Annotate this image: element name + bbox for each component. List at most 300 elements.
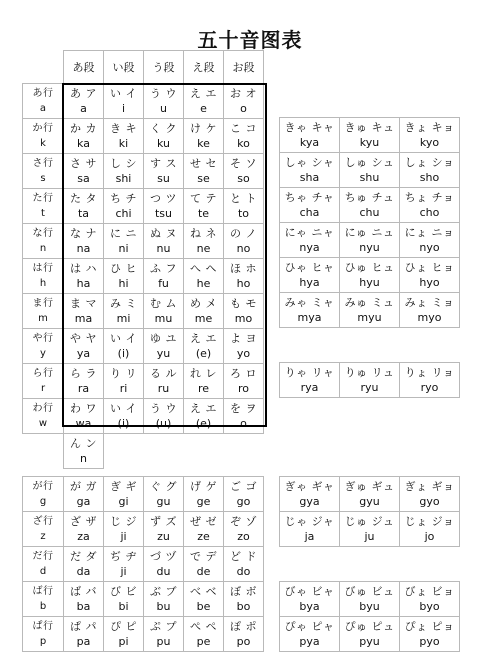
kana-text: ぞ ゾ xyxy=(230,515,257,528)
yoon-cell xyxy=(340,617,400,652)
yoon-cell xyxy=(400,188,460,223)
romaji-text: bi xyxy=(118,600,129,613)
kana-text: べ ベ xyxy=(190,585,217,598)
yoon-cell xyxy=(400,293,460,328)
romaji-text: chu xyxy=(359,206,380,219)
kana-cell xyxy=(104,364,144,399)
kana-text: びゅ ビュ xyxy=(344,585,395,598)
romaji-text: sha xyxy=(299,171,320,184)
kana-text: た行 xyxy=(32,193,54,204)
kana-text: え エ xyxy=(190,87,217,100)
romaji-text: byu xyxy=(359,600,380,613)
kana-cell xyxy=(64,259,104,294)
romaji-text: du xyxy=(156,565,171,578)
romaji-text: za xyxy=(77,530,90,543)
kana-text: しゃ シャ xyxy=(284,156,335,169)
romaji-text: shi xyxy=(115,172,132,185)
yoon-cell xyxy=(400,512,460,547)
romaji-text: p xyxy=(39,636,47,647)
romaji-text: ki xyxy=(118,137,129,150)
table-row xyxy=(23,582,264,617)
table-row xyxy=(280,477,460,512)
yoon-cell xyxy=(400,223,460,258)
row-label xyxy=(23,582,64,617)
romaji-text: s xyxy=(40,173,46,184)
kana-cell xyxy=(224,582,264,617)
kana-text: ひ ヒ xyxy=(110,262,137,275)
kana-text: ね ネ xyxy=(190,227,217,240)
kana-text: き キ xyxy=(110,122,137,135)
romaji-text: sho xyxy=(419,171,440,184)
yoon-table xyxy=(279,117,460,432)
gojuon-table xyxy=(22,50,264,469)
kana-cell xyxy=(184,154,224,189)
row-label xyxy=(23,224,64,259)
romaji-text: ka xyxy=(77,137,90,150)
kana-text: む ム xyxy=(150,297,177,310)
kana-text: りゃ リャ xyxy=(284,366,335,379)
kana-text: が行 xyxy=(32,481,54,492)
romaji-text: pe xyxy=(196,635,211,648)
romaji-text: gyu xyxy=(359,495,380,508)
row-label xyxy=(23,154,64,189)
kana-text: び ビ xyxy=(110,585,137,598)
kana-cell xyxy=(104,154,144,189)
table-row xyxy=(23,329,264,364)
romaji-text: ba xyxy=(76,600,91,613)
kana-text: にゅ ニュ xyxy=(344,226,395,239)
kana-cell xyxy=(144,547,184,582)
yoon-cell xyxy=(280,363,340,398)
kana-cell xyxy=(184,189,224,224)
kana-cell xyxy=(104,547,144,582)
yoon-cell xyxy=(280,223,340,258)
row-label xyxy=(23,259,64,294)
romaji-text: go xyxy=(236,495,251,508)
romaji-text: ru xyxy=(157,382,170,395)
table-row xyxy=(23,119,264,154)
row-label xyxy=(23,84,64,119)
romaji-text: bu xyxy=(156,600,171,613)
kana-text: づ ヅ xyxy=(150,550,177,563)
kana-text: み ミ xyxy=(110,297,137,310)
romaji-text: w xyxy=(38,418,48,429)
table-row xyxy=(280,617,460,652)
kana-text: ま行 xyxy=(32,298,54,309)
kana-text: ぷ プ xyxy=(150,620,177,633)
romaji-text: n xyxy=(39,243,47,254)
kana-cell xyxy=(184,329,224,364)
romaji-text: n xyxy=(80,452,87,465)
kana-text: に ニ xyxy=(110,227,137,240)
kana-text: ど ド xyxy=(230,550,257,563)
kana-text: る ル xyxy=(150,367,177,380)
kana-cell xyxy=(104,84,144,119)
romaji-text: pyo xyxy=(419,635,440,648)
romaji-text: gyo xyxy=(419,495,440,508)
romaji-text: tsu xyxy=(154,207,172,220)
table-row xyxy=(280,363,460,398)
kana-text: ぼ ボ xyxy=(230,585,257,598)
kana-cell xyxy=(184,364,224,399)
kana-cell xyxy=(224,512,264,547)
kana-text: か カ xyxy=(70,122,97,135)
yoon-cell xyxy=(340,582,400,617)
kana-text: ぜ ゼ xyxy=(190,515,217,528)
kana-cell xyxy=(224,224,264,259)
romaji-text: ze xyxy=(197,530,210,543)
romaji-text: ho xyxy=(236,277,251,290)
romaji-text: ra xyxy=(77,382,90,395)
row-label xyxy=(23,364,64,399)
kana-text: ぎゃ ギャ xyxy=(284,480,335,493)
yoon-cell xyxy=(280,188,340,223)
kana-text: ざ行 xyxy=(32,516,54,527)
romaji-text: nya xyxy=(299,241,320,254)
romaji-text: d xyxy=(39,566,47,577)
kana-text: と ト xyxy=(230,192,257,205)
romaji-text: jo xyxy=(424,530,435,543)
romaji-text: (e) xyxy=(195,417,212,430)
kana-cell xyxy=(64,547,104,582)
kana-text: ひょ ヒョ xyxy=(404,261,455,274)
kana-text: お オ xyxy=(230,87,257,100)
kana-text: や ヤ xyxy=(70,332,97,345)
romaji-text: ne xyxy=(196,242,211,255)
yoon-cell xyxy=(340,293,400,328)
yoon-cell xyxy=(280,512,340,547)
kana-text: い イ xyxy=(110,402,137,415)
romaji-text: yu xyxy=(156,347,171,360)
spacer xyxy=(280,398,460,433)
romaji-text: te xyxy=(197,207,210,220)
kana-cell xyxy=(64,364,104,399)
kana-text: ふ フ xyxy=(150,262,177,275)
romaji-text: pa xyxy=(76,635,91,648)
yoon-cell xyxy=(400,477,460,512)
kana-text: の ノ xyxy=(230,227,257,240)
romaji-text: kyo xyxy=(419,136,440,149)
romaji-text: gya xyxy=(299,495,320,508)
kana-text: みゅ ミュ xyxy=(344,296,395,309)
romaji-text: r xyxy=(40,383,46,394)
kana-text: く ク xyxy=(150,122,177,135)
kana-text: びょ ビョ xyxy=(404,585,455,598)
romaji-text: ryo xyxy=(420,381,439,394)
kana-cell xyxy=(184,224,224,259)
romaji-text: hyu xyxy=(359,276,380,289)
table-row xyxy=(280,118,460,153)
romaji-text: nyu xyxy=(359,241,380,254)
kana-cell xyxy=(104,329,144,364)
kana-text: ま マ xyxy=(70,297,97,310)
romaji-text: ku xyxy=(156,137,170,150)
romaji-text: ta xyxy=(77,207,90,220)
kana-cell xyxy=(184,477,224,512)
table-row xyxy=(23,84,264,119)
romaji-text: na xyxy=(76,242,91,255)
kana-text: せ セ xyxy=(190,157,217,170)
kana-text: ぐ グ xyxy=(150,480,177,493)
romaji-text: pu xyxy=(156,635,171,648)
yoon-cell xyxy=(280,477,340,512)
romaji-text: zo xyxy=(237,530,250,543)
romaji-text: h xyxy=(39,278,47,289)
kana-text: じゃ ジャ xyxy=(284,515,335,528)
table-row xyxy=(280,582,460,617)
kana-text: ち チ xyxy=(110,192,137,205)
romaji-text: k xyxy=(40,138,46,149)
yoon-cell xyxy=(400,582,460,617)
romaji-text: be xyxy=(196,600,211,613)
kana-cell xyxy=(184,399,224,434)
romaji-text: mo xyxy=(234,312,253,325)
romaji-text: hya xyxy=(299,276,320,289)
romaji-text: de xyxy=(196,565,211,578)
kana-cell xyxy=(64,119,104,154)
kana-text: ぴゅ ピュ xyxy=(344,620,395,633)
kana-cell xyxy=(224,154,264,189)
yoon-cell xyxy=(340,477,400,512)
romaji-text: cho xyxy=(419,206,440,219)
romaji-text: pyu xyxy=(359,635,380,648)
kana-cell xyxy=(64,512,104,547)
romaji-text: rya xyxy=(300,381,319,394)
spacer xyxy=(23,51,64,84)
kana-text: し シ xyxy=(110,157,137,170)
kana-text: だ行 xyxy=(32,551,54,562)
romaji-text: po xyxy=(236,635,251,648)
kana-text: みょ ミョ xyxy=(404,296,455,309)
romaji-text: ri xyxy=(119,382,128,395)
romaji-text: ji xyxy=(120,565,127,578)
romaji-text: so xyxy=(237,172,250,185)
romaji-text: byo xyxy=(419,600,440,613)
kana-text: ば行 xyxy=(32,586,54,597)
kana-text: か行 xyxy=(32,123,54,134)
table-row xyxy=(23,617,264,652)
romaji-text: wa xyxy=(75,417,92,430)
romaji-text: nyo xyxy=(419,241,440,254)
yoon-cell xyxy=(340,153,400,188)
kana-cell xyxy=(64,477,104,512)
yoon-cell xyxy=(280,617,340,652)
row-label xyxy=(23,547,64,582)
romaji-text: mu xyxy=(154,312,173,325)
romaji-text: chi xyxy=(115,207,132,220)
kana-text: ぴょ ピョ xyxy=(404,620,455,633)
table-row xyxy=(23,189,264,224)
romaji-text: t xyxy=(41,208,45,219)
romaji-text: pya xyxy=(299,635,320,648)
kana-text: ぱ パ xyxy=(70,620,97,633)
row-label xyxy=(23,329,64,364)
kana-cell xyxy=(104,512,144,547)
romaji-text: (i) xyxy=(117,417,130,430)
table-row xyxy=(23,434,264,469)
kana-cell xyxy=(184,84,224,119)
romaji-text: ju xyxy=(364,530,375,543)
kana-cell xyxy=(224,259,264,294)
kana-text: け ケ xyxy=(190,122,217,135)
kana-text: ぢ ヂ xyxy=(110,550,137,563)
kana-cell xyxy=(104,477,144,512)
romaji-text: yo xyxy=(236,347,251,360)
row-label xyxy=(23,399,64,434)
kana-text: しゅ シュ xyxy=(344,156,395,169)
kana-text: え エ xyxy=(190,332,217,345)
kana-text: は行 xyxy=(32,263,54,274)
kana-cell xyxy=(224,84,264,119)
kana-text: れ レ xyxy=(190,367,217,380)
kana-cell xyxy=(184,512,224,547)
table-row xyxy=(280,223,460,258)
kana-text: じ ジ xyxy=(110,515,137,528)
romaji-text: no xyxy=(236,242,251,255)
kana-text: め メ xyxy=(190,297,217,310)
kana-text: い イ xyxy=(110,332,137,345)
row-label xyxy=(23,617,64,652)
kana-text: ば バ xyxy=(70,585,97,598)
kana-cell xyxy=(144,364,184,399)
table-row xyxy=(23,154,264,189)
kana-text: こ コ xyxy=(230,122,257,135)
table-row xyxy=(23,224,264,259)
romaji-text: (i) xyxy=(117,347,130,360)
kana-text: さ行 xyxy=(32,158,54,169)
romaji-text: o xyxy=(240,417,247,430)
yoon-cell xyxy=(280,293,340,328)
kana-cell xyxy=(64,582,104,617)
romaji-text: (e) xyxy=(195,347,212,360)
kana-cell xyxy=(224,364,264,399)
kana-text: みゃ ミャ xyxy=(284,296,335,309)
romaji-text: bo xyxy=(236,600,251,613)
kana-text: りょ リョ xyxy=(404,366,455,379)
kana-cell xyxy=(104,582,144,617)
romaji-text: z xyxy=(40,531,46,542)
kana-text: にゃ ニャ xyxy=(284,226,335,239)
yoon-cell xyxy=(400,617,460,652)
kana-text: ぴゃ ピャ xyxy=(284,620,335,633)
romaji-text: hyo xyxy=(419,276,440,289)
yoon-cell xyxy=(340,363,400,398)
table-row xyxy=(280,547,460,582)
kana-text: を ヲ xyxy=(230,402,257,415)
kana-text: ひゅ ヒュ xyxy=(344,261,395,274)
kana-text: ご ゴ xyxy=(230,480,257,493)
spacer xyxy=(23,434,64,469)
kana-text: あ行 xyxy=(32,88,54,99)
table-row xyxy=(280,512,460,547)
table-row xyxy=(23,294,264,329)
romaji-text: mya xyxy=(297,311,322,324)
romaji-text: zu xyxy=(157,530,170,543)
yoon-cell xyxy=(340,512,400,547)
kana-text: た タ xyxy=(70,192,97,205)
romaji-text: pi xyxy=(118,635,129,648)
kana-text: わ ワ xyxy=(70,402,97,415)
kana-text: だ ダ xyxy=(70,550,97,563)
kana-cell xyxy=(144,154,184,189)
kana-cell xyxy=(64,434,104,469)
kana-text: う ウ xyxy=(150,87,177,100)
kana-cell xyxy=(184,294,224,329)
table-row xyxy=(280,398,460,433)
kana-cell xyxy=(144,512,184,547)
romaji-text: re xyxy=(197,382,210,395)
romaji-text: ji xyxy=(120,530,127,543)
kana-cell xyxy=(104,399,144,434)
kana-text: よ ヨ xyxy=(230,332,257,345)
yoon-cell xyxy=(280,153,340,188)
kana-cell xyxy=(64,617,104,652)
kana-text: ざ ザ xyxy=(70,515,97,528)
kana-text: ぽ ポ xyxy=(230,620,257,633)
kana-text: じゅ ジュ xyxy=(344,515,395,528)
kana-text: ゆ ユ xyxy=(150,332,177,345)
column-header: え段 xyxy=(184,51,224,84)
romaji-text: ge xyxy=(196,495,211,508)
yoon-cell xyxy=(400,258,460,293)
spacer xyxy=(280,328,460,363)
kana-text: ちゅ チュ xyxy=(344,191,395,204)
column-header: い段 xyxy=(104,51,144,84)
kana-cell xyxy=(184,119,224,154)
kana-cell xyxy=(144,329,184,364)
table-row xyxy=(23,477,264,512)
kana-text: ら ラ xyxy=(70,367,97,380)
kana-cell xyxy=(144,119,184,154)
kana-text: つ ツ xyxy=(150,192,177,205)
kana-cell xyxy=(144,294,184,329)
kana-text: びゃ ビャ xyxy=(284,585,335,598)
yoon-cell xyxy=(340,118,400,153)
kana-text: ぎゅ ギュ xyxy=(344,480,395,493)
kana-cell xyxy=(144,582,184,617)
kana-cell xyxy=(184,617,224,652)
romaji-text: u xyxy=(160,102,167,115)
kana-cell xyxy=(144,399,184,434)
kana-cell xyxy=(64,84,104,119)
page-title: 五十音图表 xyxy=(197,28,303,52)
kana-text: きょ キョ xyxy=(404,121,455,134)
romaji-text: he xyxy=(196,277,211,290)
kana-cell xyxy=(224,547,264,582)
kana-text: わ行 xyxy=(32,403,54,414)
romaji-text: to xyxy=(237,207,250,220)
kana-text: にょ ニョ xyxy=(404,226,455,239)
romaji-text: ga xyxy=(76,495,91,508)
row-label xyxy=(23,189,64,224)
yoon-cell xyxy=(340,258,400,293)
kana-text: きゃ キャ xyxy=(284,121,335,134)
kana-cell xyxy=(184,547,224,582)
kana-text: な ナ xyxy=(70,227,97,240)
romaji-text: y xyxy=(40,348,46,359)
romaji-text: myu xyxy=(357,311,382,324)
romaji-text: da xyxy=(76,565,91,578)
table-row xyxy=(280,258,460,293)
column-header: あ段 xyxy=(64,51,104,84)
romaji-text: m xyxy=(38,313,48,324)
kana-text: え エ xyxy=(190,402,217,415)
table-row xyxy=(23,364,264,399)
table-row xyxy=(280,153,460,188)
kana-cell xyxy=(104,617,144,652)
kana-text: ほ ホ xyxy=(230,262,257,275)
romaji-text: sa xyxy=(77,172,90,185)
